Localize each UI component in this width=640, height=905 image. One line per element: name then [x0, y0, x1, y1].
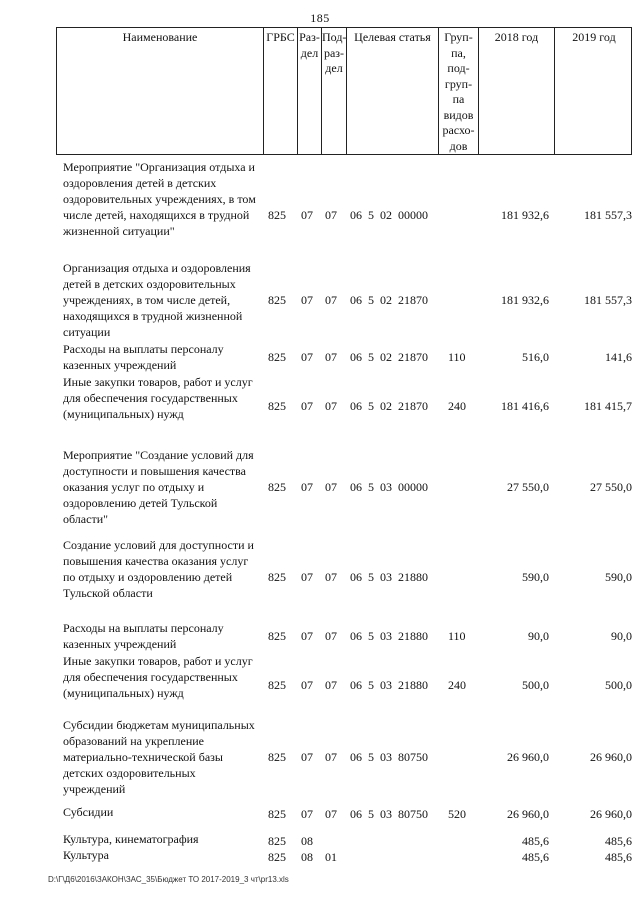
- cell-pr: 07: [325, 750, 337, 764]
- cell-rz: 07: [301, 678, 313, 692]
- cell-y2019: 26 960,0: [590, 750, 632, 764]
- cell-grbs: 825: [268, 350, 286, 364]
- cell-grbs: 825: [268, 834, 286, 848]
- cell-rz: 07: [301, 350, 313, 364]
- cell-cs: 06 5 02 21870: [350, 399, 428, 413]
- cell-rz: 08: [301, 850, 313, 864]
- cell-y2018: 181 932,6: [501, 293, 549, 307]
- cell-rz: 07: [301, 399, 313, 413]
- cell-pr: 07: [325, 208, 337, 222]
- cell-pr: 07: [325, 293, 337, 307]
- cell-cs: 06 5 03 21880: [350, 678, 428, 692]
- header-grbs: ГРБС: [263, 28, 297, 154]
- cell-y2018: 590,0: [522, 570, 549, 584]
- table-header: [56, 27, 632, 155]
- cell-grbs: 825: [268, 293, 286, 307]
- cell-y2018: 26 960,0: [507, 807, 549, 821]
- row-name: Мероприятие "Создание условий для доступности и повышения качества оказания услуг по отдыху и оздоровлению детей Тульской области": [63, 448, 254, 526]
- cell-rz: 07: [301, 629, 313, 643]
- cell-rz: 07: [301, 480, 313, 494]
- cell-y2018: 485,6: [522, 834, 549, 848]
- row-name: Расходы на выплаты персоналу казенных учреждений: [63, 621, 224, 651]
- row-name: Иные закупки товаров, работ и услуг для обеспечения государственных (муниципальных) нужд: [63, 654, 253, 700]
- cell-rz: 07: [301, 750, 313, 764]
- cell-cs: 06 5 02 21870: [350, 293, 428, 307]
- cell-rz: 07: [301, 570, 313, 584]
- cell-y2018: 181 932,6: [501, 208, 549, 222]
- cell-grbs: 825: [268, 850, 286, 864]
- page-number: 185: [310, 11, 330, 25]
- cell-vr: 110: [448, 629, 466, 643]
- row-name: Культура, кинематография: [63, 832, 199, 846]
- row-name: Субсидии: [63, 805, 114, 819]
- cell-y2019: 181 415,7: [584, 399, 632, 413]
- header-razdel: Раз- дел: [297, 28, 321, 154]
- header-name: Наименование: [122, 30, 198, 44]
- row-name: Иные закупки товаров, работ и услуг для обеспечения государственных (муниципальных) нужд: [63, 375, 253, 421]
- cell-grbs: 825: [268, 678, 286, 692]
- cell-vr: 110: [448, 350, 466, 364]
- cell-cs: 06 5 02 21870: [350, 350, 428, 364]
- row-name: Расходы на выплаты персоналу казенных учреждений: [63, 342, 224, 372]
- cell-pr: 07: [325, 570, 337, 584]
- cell-y2018: 485,6: [522, 850, 549, 864]
- header-target: Целевая статья: [346, 28, 438, 154]
- cell-y2018: 90,0: [528, 629, 549, 643]
- row-name: Мероприятие "Организация отдыха и оздоровления детей в детских оздоровительных учреждениях, в том числе детей, находящихся в трудной жизненной ситуации": [63, 160, 256, 238]
- cell-y2019: 500,0: [605, 678, 632, 692]
- header-2019: 2019 год: [554, 28, 633, 154]
- cell-pr: 07: [325, 399, 337, 413]
- cell-cs: 06 5 03 21880: [350, 629, 428, 643]
- cell-pr: 07: [325, 480, 337, 494]
- row-name: Создание условий для доступности и повышения качества оказания услуг по отдыху и оздоровлению детей Тульской области: [63, 538, 254, 600]
- cell-rz: 07: [301, 807, 313, 821]
- cell-pr: 07: [325, 629, 337, 643]
- cell-grbs: 825: [268, 208, 286, 222]
- cell-y2018: 516,0: [522, 350, 549, 364]
- cell-y2019: 141,6: [605, 350, 632, 364]
- cell-pr: 07: [325, 350, 337, 364]
- cell-cs: 06 5 03 00000: [350, 480, 428, 494]
- cell-y2018: 181 416,6: [501, 399, 549, 413]
- cell-cs: 06 5 02 00000: [350, 208, 428, 222]
- header-2018: 2018 год: [478, 28, 554, 154]
- cell-cs: 06 5 03 80750: [350, 807, 428, 821]
- row-name: Культура: [63, 848, 109, 862]
- cell-y2019: 27 550,0: [590, 480, 632, 494]
- cell-grbs: 825: [268, 629, 286, 643]
- header-group: Груп- па, под- груп- па видов расхо- дов: [438, 28, 478, 154]
- cell-cs: 06 5 03 80750: [350, 750, 428, 764]
- cell-grbs: 825: [268, 750, 286, 764]
- cell-cs: 06 5 03 21880: [350, 570, 428, 584]
- cell-grbs: 825: [268, 399, 286, 413]
- cell-grbs: 825: [268, 480, 286, 494]
- cell-grbs: 825: [268, 807, 286, 821]
- cell-y2019: 485,6: [605, 834, 632, 848]
- row-name: Организация отдыха и оздоровления детей в детских оздоровительных учреждениях, в том числе детей, находящихся в трудной жизненной ситуации: [63, 261, 251, 339]
- cell-y2018: 500,0: [522, 678, 549, 692]
- cell-y2019: 485,6: [605, 850, 632, 864]
- cell-pr: 07: [325, 807, 337, 821]
- row-name: Субсидии бюджетам муниципальных образований на укрепление материально-технической базы детских оздоровительных учреждений: [63, 718, 255, 796]
- cell-grbs: 825: [268, 570, 286, 584]
- cell-vr: 520: [448, 807, 466, 821]
- header-podrazdel: Под- раз- дел: [321, 28, 346, 154]
- cell-vr: 240: [448, 399, 466, 413]
- cell-y2019: 181 557,3: [584, 293, 632, 307]
- cell-vr: 240: [448, 678, 466, 692]
- cell-y2018: 27 550,0: [507, 480, 549, 494]
- cell-pr: 01: [325, 850, 337, 864]
- cell-y2018: 26 960,0: [507, 750, 549, 764]
- cell-y2019: 181 557,3: [584, 208, 632, 222]
- cell-rz: 07: [301, 293, 313, 307]
- cell-rz: 07: [301, 208, 313, 222]
- cell-y2019: 90,0: [611, 629, 632, 643]
- file-path: D:\Г\Д6\2016\ЗАКОН\ЗАС_35\Бюджет ТО 2017-2019_3 чт\pr13.xls: [48, 875, 289, 884]
- cell-pr: 07: [325, 678, 337, 692]
- cell-rz: 08: [301, 834, 313, 848]
- cell-y2019: 590,0: [605, 570, 632, 584]
- cell-y2019: 26 960,0: [590, 807, 632, 821]
